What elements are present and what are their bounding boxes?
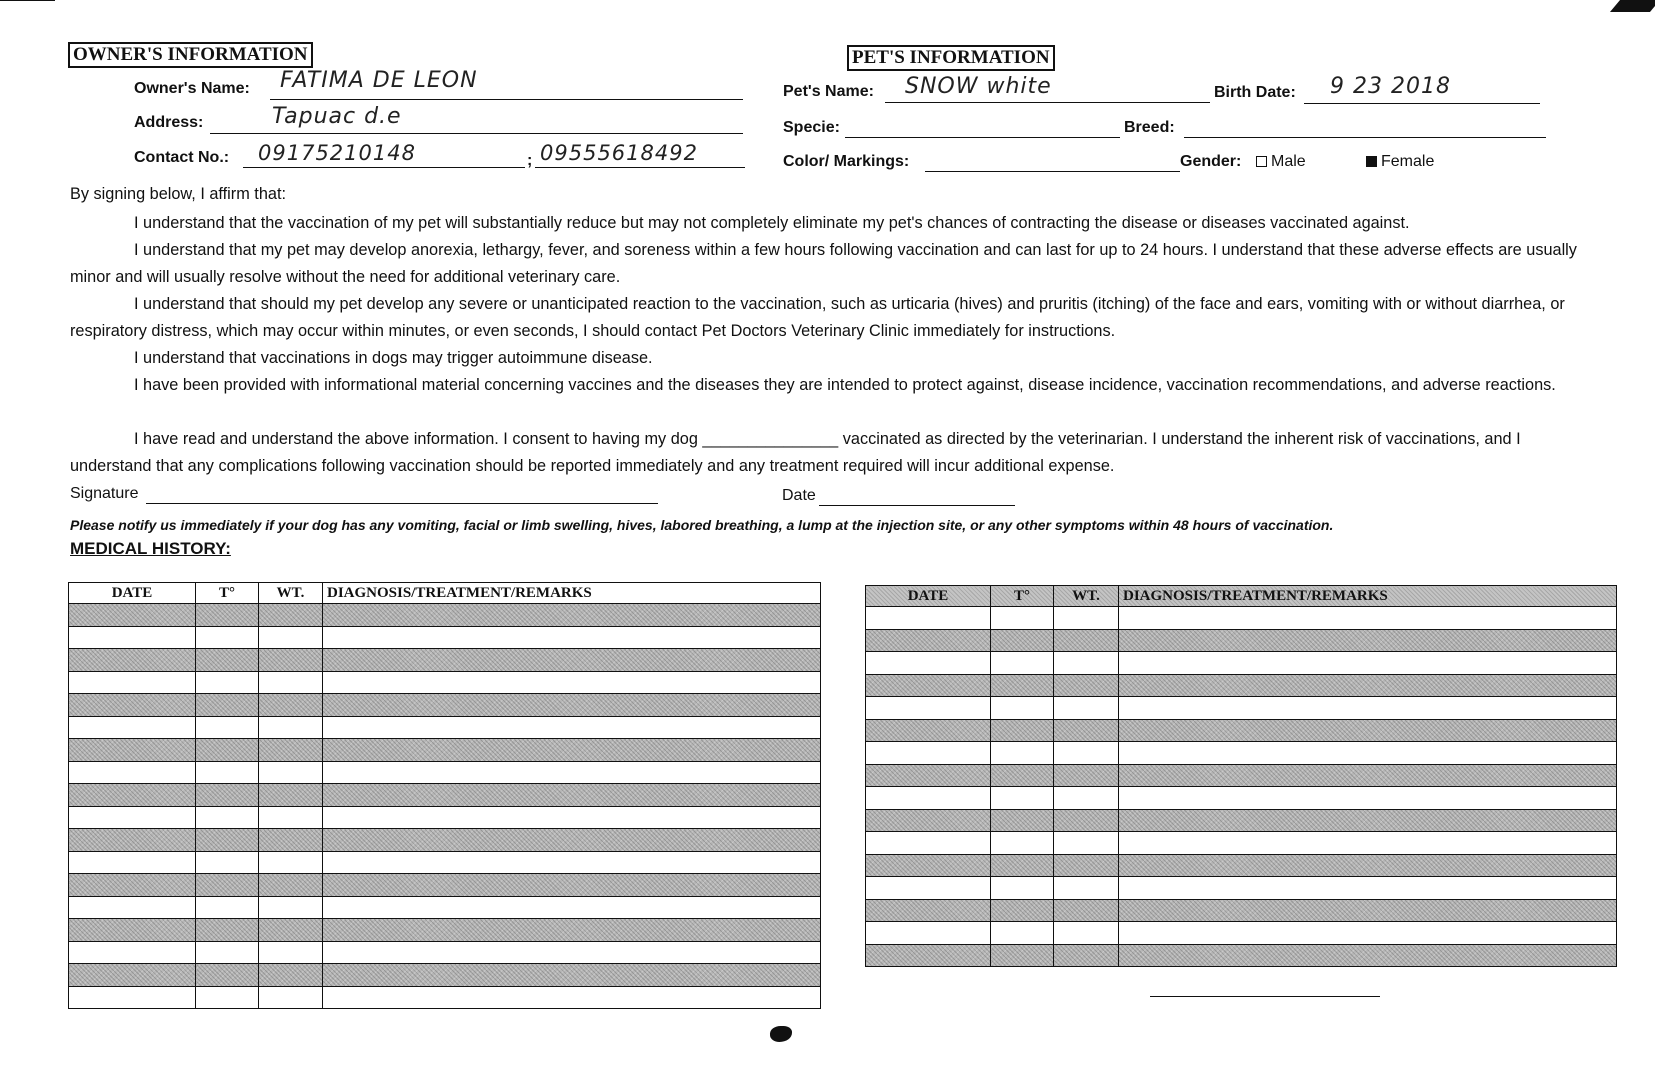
pet-name-line [885,102,1210,103]
cell-weight[interactable] [259,649,323,672]
cell-temp[interactable] [991,832,1054,855]
cell-temp[interactable] [991,787,1054,810]
cell-weight[interactable] [259,964,323,987]
cell-diagnosis[interactable] [323,806,821,829]
cell-weight[interactable] [1054,607,1119,630]
gender-male-label: Male [1271,153,1306,170]
cell-weight[interactable] [259,986,323,1009]
pet-birth-line [1304,103,1540,104]
cell-diagnosis[interactable] [1119,854,1617,877]
owner-contact-line-1 [243,167,525,168]
cell-weight[interactable] [259,671,323,694]
cell-temp[interactable] [196,604,259,627]
cell-temp[interactable] [196,671,259,694]
cell-weight[interactable] [259,941,323,964]
cell-diagnosis[interactable] [323,626,821,649]
cell-temp[interactable] [196,874,259,897]
cell-date[interactable] [69,829,196,852]
cell-diagnosis[interactable] [1119,674,1617,697]
cell-date[interactable] [866,877,991,900]
gender-male-checkbox[interactable] [1256,156,1267,167]
cell-date[interactable] [69,784,196,807]
cell-date[interactable] [69,874,196,897]
consent-paragraph-1: I understand that the vaccination of my pet will substantially reduce but may not completely eliminate my pet's chances of contracting the disease or diseases vaccinated against. [134,214,1410,232]
cell-diagnosis[interactable] [1119,652,1617,675]
cell-diagnosis[interactable] [1119,719,1617,742]
table-row [866,764,1617,787]
medical-history-table-left [68,582,821,1009]
cell-weight[interactable] [1054,944,1119,967]
cell-diagnosis[interactable] [323,716,821,739]
pet-breed-label: Breed: [1124,119,1175,136]
pet-name-label: Pet's Name: [783,83,874,100]
pet-specie-label: Specie: [783,119,840,136]
table-row [69,716,821,739]
table-row [69,604,821,627]
cell-temp[interactable] [196,829,259,852]
cell-diagnosis[interactable] [1119,607,1617,630]
owner-contact-value-1[interactable]: 09175210148 [258,141,416,165]
table-row [69,784,821,807]
cell-date[interactable] [69,649,196,672]
table-header-row [69,583,821,604]
pet-specie-line [845,137,1120,138]
cell-weight[interactable] [1054,922,1119,945]
cell-temp[interactable] [196,964,259,987]
cell-temp[interactable] [991,764,1054,787]
cell-temp[interactable] [196,896,259,919]
table-row [69,986,821,1009]
cell-weight[interactable] [1054,629,1119,652]
table-row [866,719,1617,742]
cell-diagnosis[interactable] [323,874,821,897]
cell-temp[interactable] [196,739,259,762]
cell-diagnosis[interactable] [323,784,821,807]
cell-temp[interactable] [991,697,1054,720]
table-row [69,964,821,987]
pet-color-line [925,171,1180,172]
table-header-row [866,586,1617,607]
cell-temp[interactable] [196,716,259,739]
cell-date[interactable] [866,899,991,922]
col-temp: T° [991,586,1054,607]
cell-temp[interactable] [196,649,259,672]
consent-paragraph-5: I have been provided with informational material concerning vaccines and the diseases they are intended to protect against, disease incidence, vaccination recommendations, and adverse reactions. [134,376,1556,394]
col-diagnosis: DIAGNOSIS/TREATMENT/REMARKS [1119,586,1617,607]
cell-date[interactable] [866,674,991,697]
cell-diagnosis[interactable] [1119,742,1617,765]
cell-weight[interactable] [259,919,323,942]
owner-name-line [270,99,743,100]
cell-weight[interactable] [1054,787,1119,810]
cell-date[interactable] [866,787,991,810]
cell-diagnosis[interactable] [323,604,821,627]
signature-line[interactable] [146,503,658,504]
cell-temp[interactable] [991,674,1054,697]
table-body [69,604,821,1009]
table-row [69,671,821,694]
cell-diagnosis[interactable] [1119,877,1617,900]
consent-paragraph-6: I have read and understand the above information. I consent to having my dog _______________ vaccinated as directed by the veterinarian. I understand the inherent risk of vaccinations, and I understand that any complications following vaccination should be reported immediately and any treatment required will incur additional expense. [70,430,1521,475]
medical-history-table-right [865,585,1617,967]
scan-stray-line [1150,996,1380,997]
cell-date[interactable] [69,986,196,1009]
cell-diagnosis[interactable] [323,694,821,717]
table-body [866,607,1617,967]
cell-weight[interactable] [259,626,323,649]
cell-diagnosis[interactable] [323,761,821,784]
cell-date[interactable] [69,919,196,942]
cell-weight[interactable] [259,896,323,919]
cell-temp[interactable] [196,919,259,942]
cell-diagnosis[interactable] [1119,697,1617,720]
table-row [69,919,821,942]
cell-date[interactable] [69,896,196,919]
cell-weight[interactable] [1054,652,1119,675]
table-row [69,851,821,874]
cell-weight[interactable] [1054,809,1119,832]
table-row [866,854,1617,877]
date-line[interactable] [819,505,1015,506]
table-row [69,806,821,829]
table-row [69,649,821,672]
owner-contact-separator: ; [527,152,533,169]
cell-date[interactable] [866,944,991,967]
cell-date[interactable] [866,719,991,742]
cell-weight[interactable] [1054,674,1119,697]
cell-date[interactable] [69,941,196,964]
cell-date[interactable] [866,809,991,832]
table-row [866,809,1617,832]
cell-weight[interactable] [259,874,323,897]
cell-date[interactable] [866,652,991,675]
cell-date[interactable] [69,604,196,627]
cell-diagnosis[interactable] [1119,944,1617,967]
table-row [69,739,821,762]
cell-weight[interactable] [259,784,323,807]
table-row [866,899,1617,922]
pet-breed-line [1184,137,1546,138]
cell-weight[interactable] [259,829,323,852]
table-row [866,697,1617,720]
pet-color-label: Color/ Markings: [783,153,910,170]
consent-paragraph-2: I understand that my pet may develop anorexia, lethargy, fever, and soreness within a few hours following vaccination and can last for up to 24 hours. I understand that these adverse effects are usually minor and will usually resolve without the need for additional veterinary care. [70,241,1577,286]
col-weight: WT. [1054,586,1119,607]
cell-temp[interactable] [991,809,1054,832]
cell-date[interactable] [866,742,991,765]
cell-diagnosis[interactable] [323,896,821,919]
cell-diagnosis[interactable] [323,739,821,762]
cell-temp[interactable] [196,694,259,717]
cell-temp[interactable] [991,607,1054,630]
consent-paragraph-4: I understand that vaccinations in dogs may trigger autoimmune disease. [134,349,653,367]
cell-weight[interactable] [1054,877,1119,900]
pet-name-value[interactable]: SNOW white [905,74,1052,99]
cell-date[interactable] [69,851,196,874]
cell-date[interactable] [866,922,991,945]
notification-note: Please notify us immediately if your dog has any vomiting, facial or limb swelling, hives, labored breathing, a lump at the injection site, or any other symptoms within 48 hours of vaccination. [70,517,1334,533]
cell-weight[interactable] [1054,697,1119,720]
cell-date[interactable] [69,716,196,739]
cell-weight[interactable] [1054,764,1119,787]
gender-female-checkbox[interactable] [1366,156,1377,167]
owner-contact-line-2 [535,167,745,168]
owner-contact-label: Contact No.: [134,149,230,166]
table-row [866,944,1617,967]
col-date: DATE [69,583,196,604]
cell-diagnosis[interactable] [323,671,821,694]
consent-intro: By signing below, I affirm that: [70,185,286,203]
cell-diagnosis[interactable] [1119,832,1617,855]
cell-diagnosis[interactable] [323,649,821,672]
table-row [69,626,821,649]
date-label: Date [782,487,816,504]
cell-diagnosis[interactable] [323,851,821,874]
table-row [866,877,1617,900]
pet-birth-label: Birth Date: [1214,84,1296,101]
cell-diagnosis[interactable] [323,986,821,1009]
gender-female-option[interactable] [1360,153,1434,171]
cell-date[interactable] [69,739,196,762]
owner-address-line [210,133,743,134]
cell-temp[interactable] [196,851,259,874]
scan-mark-top-right [1610,0,1655,12]
cell-date[interactable] [69,964,196,987]
gender-female-label: Female [1381,153,1435,170]
col-weight: WT. [259,583,323,604]
cell-weight[interactable] [259,761,323,784]
col-temp: T° [196,583,259,604]
owner-address-label: Address: [134,114,204,131]
cell-date[interactable] [866,607,991,630]
cell-diagnosis[interactable] [1119,629,1617,652]
col-date: DATE [866,586,991,607]
cell-diagnosis[interactable] [1119,899,1617,922]
table-row [866,607,1617,630]
cell-temp[interactable] [196,784,259,807]
cell-weight[interactable] [259,806,323,829]
cell-date[interactable] [866,697,991,720]
cell-temp[interactable] [991,629,1054,652]
cell-diagnosis[interactable] [1119,764,1617,787]
cell-diagnosis[interactable] [323,964,821,987]
cell-weight[interactable] [259,604,323,627]
owner-contact-value-2[interactable]: 09555618492 [540,141,698,165]
cell-temp[interactable] [991,877,1054,900]
owner-name-label: Owner's Name: [134,80,250,97]
consent-paragraph-3: I understand that should my pet develop any severe or unanticipated reaction to the vaccination, such as urticaria (hives) and pruritis (itching) of the face and ears, vomiting with or without diarrhea, or respiratory distress, which may occur within minutes, or even seconds, I should contact Pet Doctors Veterinary Clinic immediately for instructions. [70,295,1565,340]
cell-diagnosis[interactable] [1119,809,1617,832]
medical-history-title: MEDICAL HISTORY: [70,539,231,558]
owner-name-value[interactable]: FATIMA DE LEON [280,68,478,93]
table-row [866,652,1617,675]
table-row [866,742,1617,765]
cell-weight[interactable] [1054,742,1119,765]
table-row [866,922,1617,945]
table-row [866,832,1617,855]
cell-temp[interactable] [991,652,1054,675]
cell-temp[interactable] [196,806,259,829]
col-diagnosis: DIAGNOSIS/TREATMENT/REMARKS [323,583,821,604]
cell-temp[interactable] [991,854,1054,877]
cell-date[interactable] [866,764,991,787]
table-row [69,896,821,919]
cell-weight[interactable] [1054,832,1119,855]
scan-mark-top-left [0,0,55,1]
cell-diagnosis[interactable] [1119,922,1617,945]
cell-weight[interactable] [1054,899,1119,922]
cell-diagnosis[interactable] [323,919,821,942]
pet-birth-value[interactable]: 9 23 2018 [1330,74,1451,99]
pet-info-header: PET'S INFORMATION [847,45,1055,71]
table-row [69,761,821,784]
ink-blot [770,1026,792,1042]
owner-address-value[interactable]: Tapuac d.e [272,104,402,129]
cell-temp[interactable] [991,899,1054,922]
cell-temp[interactable] [991,719,1054,742]
table-row [866,787,1617,810]
cell-weight[interactable] [259,716,323,739]
gender-male-option[interactable] [1250,153,1306,171]
cell-date[interactable] [69,806,196,829]
table-row [69,829,821,852]
cell-temp[interactable] [196,986,259,1009]
signature-label: Signature [70,485,139,502]
cell-temp[interactable] [991,944,1054,967]
table-row [866,629,1617,652]
cell-temp[interactable] [991,742,1054,765]
cell-date[interactable] [69,694,196,717]
table-row [69,941,821,964]
cell-date[interactable] [69,671,196,694]
cell-temp[interactable] [991,922,1054,945]
cell-weight[interactable] [259,694,323,717]
cell-weight[interactable] [1054,854,1119,877]
cell-diagnosis[interactable] [323,941,821,964]
table-row [69,874,821,897]
cell-diagnosis[interactable] [323,829,821,852]
cell-temp[interactable] [196,941,259,964]
cell-weight[interactable] [259,851,323,874]
cell-date[interactable] [866,854,991,877]
cell-temp[interactable] [196,761,259,784]
cell-weight[interactable] [259,739,323,762]
cell-date[interactable] [69,626,196,649]
cell-date[interactable] [866,832,991,855]
table-row [866,674,1617,697]
cell-weight[interactable] [1054,719,1119,742]
cell-date[interactable] [866,629,991,652]
owner-info-header: OWNER'S INFORMATION [68,42,313,68]
cell-temp[interactable] [196,626,259,649]
table-row [69,694,821,717]
pet-gender-label: Gender: [1180,153,1242,170]
cell-date[interactable] [69,761,196,784]
cell-diagnosis[interactable] [1119,787,1617,810]
